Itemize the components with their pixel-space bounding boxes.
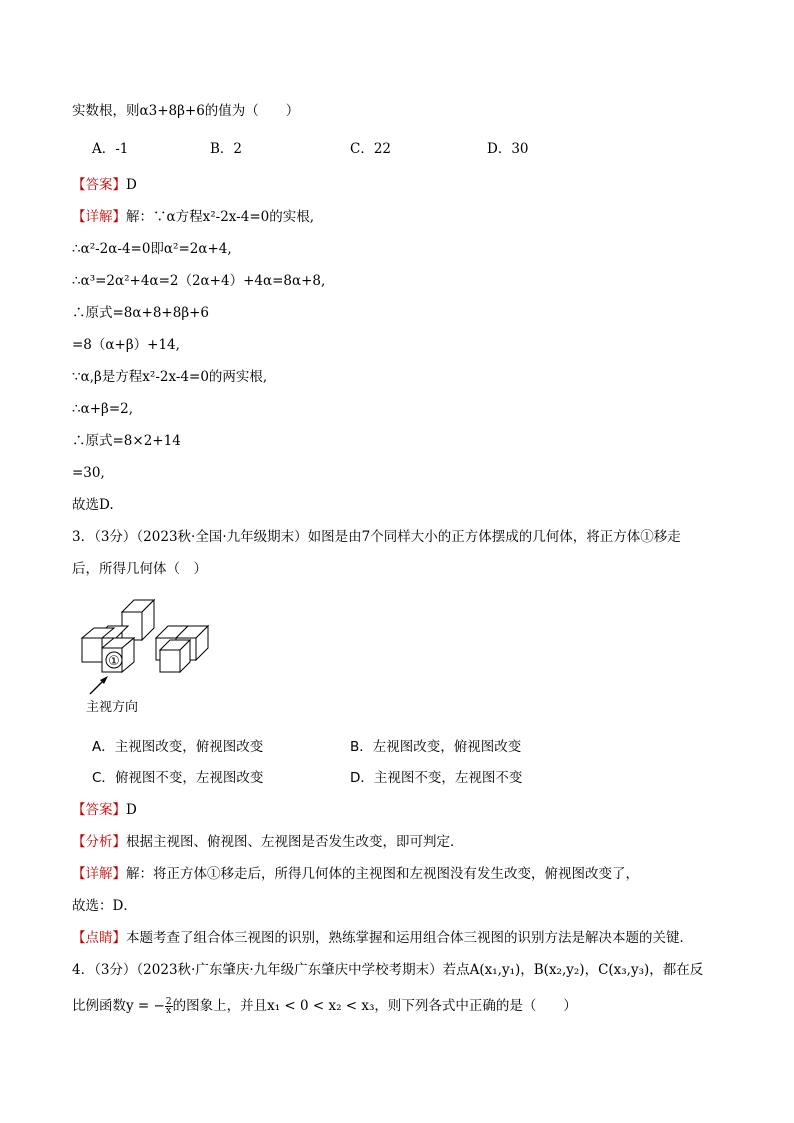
q3-choose: 故选：D．: [72, 898, 137, 914]
q3-answer: 【答案】D: [72, 802, 137, 818]
q2-detail-line-2: ∴α²-2α-4=0即α²=2α+4,: [72, 241, 232, 257]
q3-comment: 【点睛】本题考查了组合体三视图的识别，熟练掌握和运用组合体三视图的识别方法是解决本题的关键．: [72, 930, 693, 946]
q2-detail-line-1: 【详解】解：∵α方程x²-2x-4=0的实根,: [72, 209, 315, 225]
q3-detail: 【详解】解：将正方体①移走后，所得几何体的主视图和左视图没有发生改变，俯视图改变了，: [72, 866, 639, 882]
q2-detail-line-4: ∴原式=8α+8+8β+6: [72, 305, 210, 321]
q2-option-a: A．-1: [92, 141, 129, 157]
q2-option-c: C．22: [350, 141, 392, 157]
q2-detail-line-3: ∴α³=2α²+4α=2（2α+4）+4α=8α+8,: [72, 273, 326, 289]
q3-option-d: D．主视图不变，左视图不变: [350, 770, 523, 786]
q2-detail-line-9: =30,: [72, 465, 105, 481]
q3-option-a: A．主视图改变，俯视图改变: [92, 739, 264, 755]
figure-circled-number: ①: [108, 654, 120, 669]
q4-stem-line-2: 比例函数y = − $\frac{2}{x}$ 的图象上，并且x₁ < 0 < x₂ < x₃，则下列各式中正确的是（ ）: [72, 997, 577, 1016]
figure-label: 主视方向: [86, 700, 139, 715]
q2-answer: 【答案】D: [72, 177, 137, 193]
q2-option-d: D．30: [487, 141, 529, 157]
q4-stem-line-1: 4．（3分）（2023秋·广东肇庆·九年级广东肇庆中学校考期末）若点A(x₁,y₁)，B(x₂,y₂)，C(x₃,y₃)，都在反: [72, 962, 704, 978]
q3-analysis: 【分析】根据主视图、俯视图、左视图是否发生改变，即可判定．: [72, 834, 464, 850]
q2-detail-line-7: ∴α+β=2,: [72, 401, 134, 417]
q2-detail-line-5: =8（α+β）+14,: [72, 337, 180, 353]
q3-stem-line-1: 3．（3分）（2023秋·全国·九年级期末）如图是由7个同样大小的正方体摆成的几何体，将正方体①移走: [72, 529, 681, 545]
q3-stem-line-2: 后，所得几何体（ ）: [72, 561, 207, 577]
q2-stem: 实数根，则α3+8β+6的值为（ ）: [72, 103, 300, 119]
cube-figure: [80, 594, 210, 699]
q2-detail-line-10: 故选D.: [72, 497, 114, 513]
q2-detail-line-8: ∴原式=8×2+14: [72, 433, 181, 449]
q3-option-c: C．俯视图不变，左视图改变: [92, 770, 264, 786]
fraction: $\frac{2}{x}$: [165, 997, 172, 1016]
q3-option-b: B．左视图改变，俯视图改变: [350, 739, 522, 755]
q2-option-b: B．2: [210, 141, 243, 157]
q2-detail-line-6: ∵α,β是方程x²-2x-4=0的两实根,: [72, 369, 268, 385]
